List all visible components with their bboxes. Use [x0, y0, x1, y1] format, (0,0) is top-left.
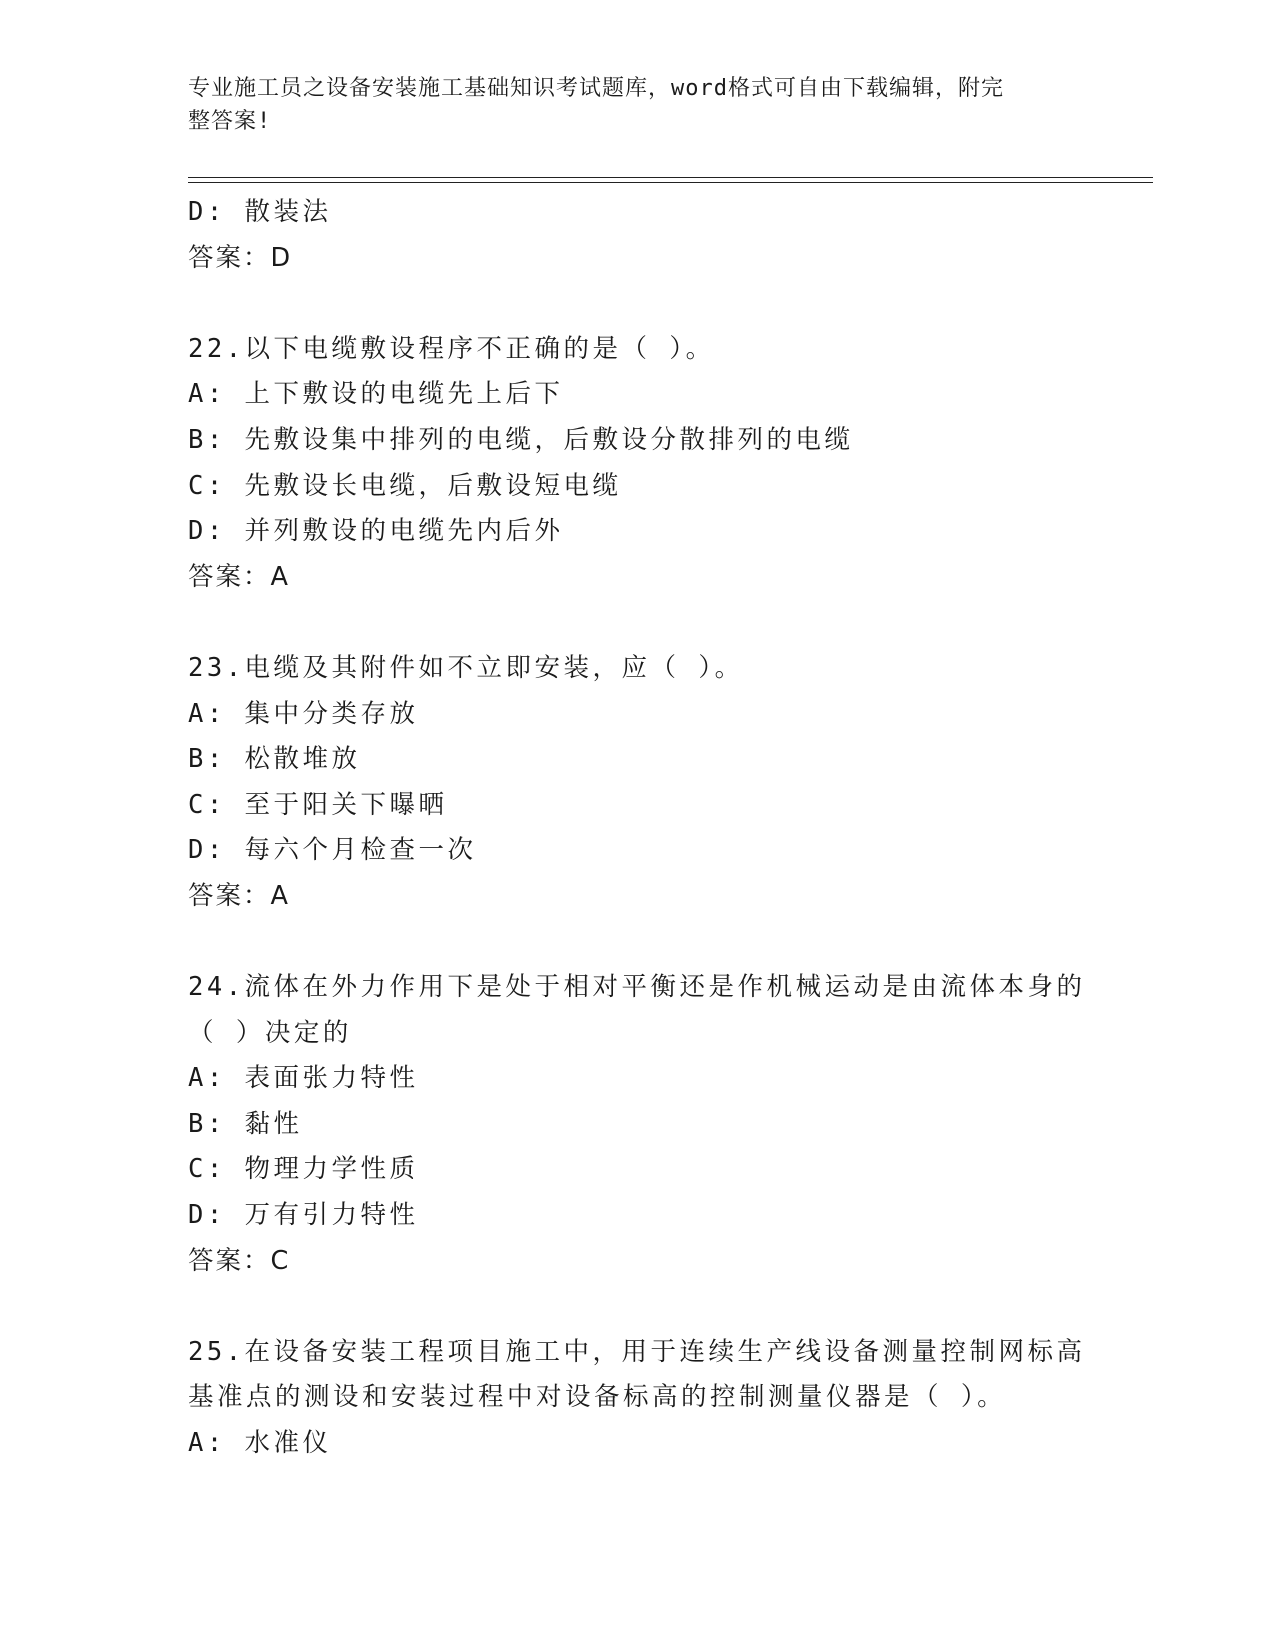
option-b: B: 黏性	[188, 1108, 303, 1139]
answer-line: 答案：D	[188, 242, 293, 273]
spacer	[188, 1284, 1148, 1330]
option-a: A: 上下敷设的电缆先上后下	[188, 379, 564, 410]
answer-line: 答案：A	[188, 880, 290, 911]
spacer	[188, 920, 1148, 966]
question-block-22	[188, 327, 1148, 601]
answer-line: 答案：C	[188, 1245, 291, 1276]
option-d: D: 万有引力特性	[188, 1200, 419, 1231]
question-block-24	[188, 965, 1148, 1284]
option-d: D: 散装法	[188, 197, 332, 227]
question-block-23	[188, 646, 1148, 920]
header-line-1: 专业施工员之设备安装施工基础知识考试题库，word格式可自由下载编辑，附完	[188, 76, 1004, 101]
question-list	[188, 190, 1148, 1467]
question-stem-line-2: 基准点的测设和安装过程中对设备标高的控制测量仪器是（ ）。	[188, 1382, 1007, 1413]
option-c: C: 至于阳关下曝晒	[188, 789, 448, 820]
option-d: D: 并列敷设的电缆先内后外	[188, 516, 564, 547]
spacer	[188, 281, 1148, 327]
answer-line: 答案：A	[188, 561, 290, 592]
header-rule-bottom	[188, 182, 1153, 183]
option-a: A: 集中分类存放	[188, 698, 419, 729]
header-line-2: 整答案!	[188, 109, 272, 134]
header-rule-top	[188, 177, 1153, 178]
question-block-prev	[188, 190, 1148, 281]
option-c: C: 先敷设长电缆，后敷设短电缆	[188, 470, 622, 501]
option-d: D: 每六个月检查一次	[188, 835, 477, 866]
question-stem: 22.以下电缆敷设程序不正确的是（ ）。	[188, 333, 715, 364]
document-header	[188, 72, 1068, 138]
question-stem: 23.电缆及其附件如不立即安装，应（ ）。	[188, 652, 744, 683]
spacer	[188, 600, 1148, 646]
question-stem-line-1: 24.流体在外力作用下是处于相对平衡还是作机械运动是由流体本身的	[188, 972, 1086, 1003]
option-b: B: 先敷设集中排列的电缆，后敷设分散排列的电缆	[188, 424, 854, 455]
option-a: A: 表面张力特性	[188, 1063, 419, 1094]
option-b: B: 松散堆放	[188, 744, 361, 775]
question-stem-line-2: （ ）决定的	[188, 1017, 352, 1048]
option-a: A: 水准仪	[188, 1428, 332, 1459]
question-stem-line-1: 25.在设备安装工程项目施工中，用于连续生产线设备测量控制网标高	[188, 1336, 1086, 1367]
question-block-25	[188, 1330, 1148, 1467]
option-c: C: 物理力学性质	[188, 1154, 419, 1185]
